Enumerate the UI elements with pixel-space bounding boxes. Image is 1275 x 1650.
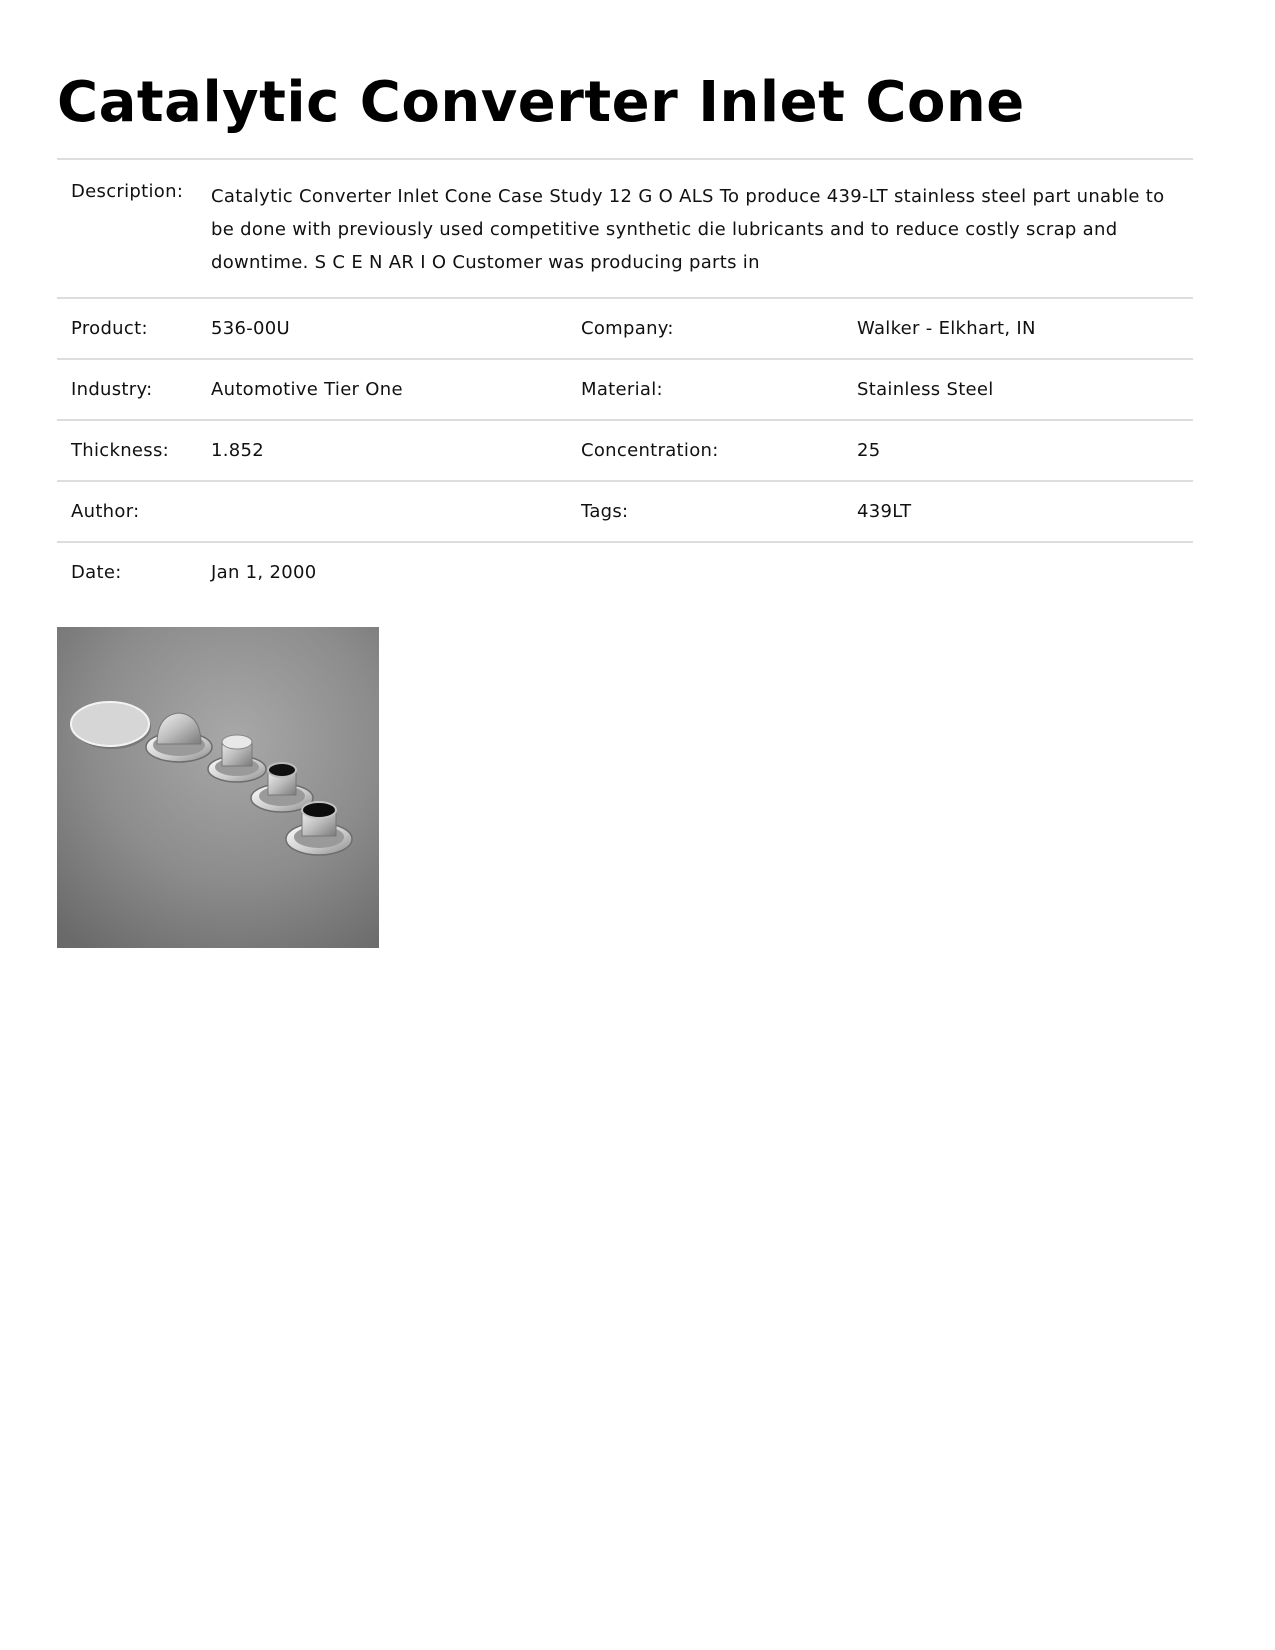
table-row [57,420,1193,481]
tags-label: Tags: [567,481,843,542]
tags-value: 439LT [843,481,1193,542]
concentration-value: 25 [843,420,1193,481]
date-label: Date: [57,542,197,602]
table-row-description [57,159,1193,298]
page-title: Catalytic Converter Inlet Cone [57,70,1025,135]
table-row [57,298,1193,359]
material-value: Stainless Steel [843,359,1193,420]
product-label: Product: [57,298,197,359]
product-value: 536-00U [197,298,567,359]
material-label: Material: [567,359,843,420]
industry-label: Industry: [57,359,197,420]
concentration-label: Concentration: [567,420,843,481]
description-value: Catalytic Converter Inlet Cone Case Study 12 G O ALS To produce 439-LT stainless steel part unable to be done with previously used competitive synthetic die lubricants and to reduce costly scrap and downtime. S C E N AR I O Customer was producing parts in [197,159,1193,298]
table-row [57,542,1193,602]
table-row [57,359,1193,420]
thickness-value: 1.852 [197,420,567,481]
author-value [197,481,567,542]
thickness-label: Thickness: [57,420,197,481]
industry-value: Automotive Tier One [197,359,567,420]
properties-table [57,158,1193,602]
product-photo [57,627,379,948]
product-photo-image [57,627,379,948]
company-label: Company: [567,298,843,359]
author-label: Author: [57,481,197,542]
company-value: Walker - Elkhart, IN [843,298,1193,359]
description-label: Description: [57,159,197,298]
table-row [57,481,1193,542]
date-value: Jan 1, 2000 [197,542,567,602]
